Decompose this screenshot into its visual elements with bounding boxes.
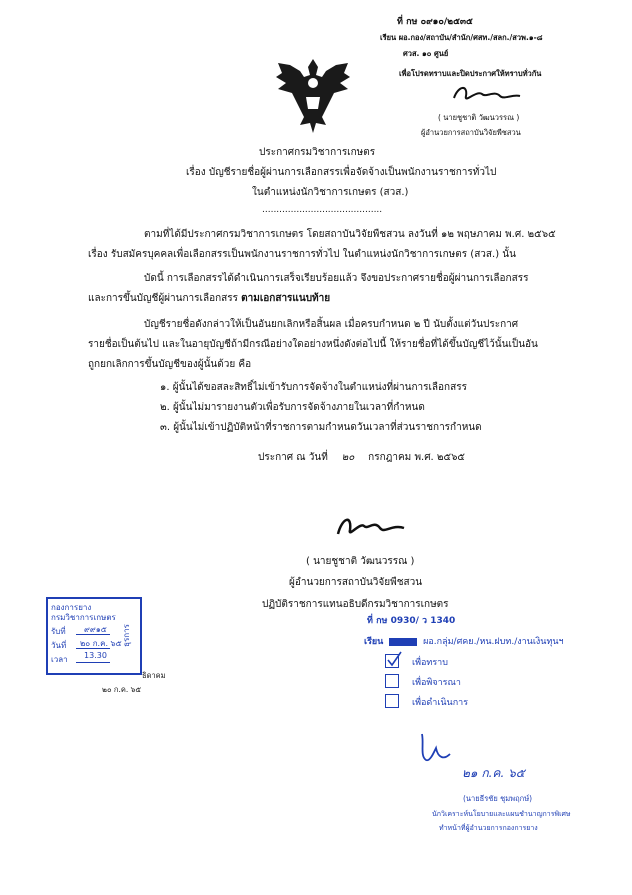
routing-zone: ศวส. ๑๐ ศูนย์: [403, 49, 449, 58]
routing-bottom-doc-number: ที่ กษ 0930/ ว 1340: [367, 616, 456, 626]
routing-signature: [448, 80, 528, 108]
condition-item: ๓. ผู้นั้นไม่เข้าปฏิบัติหน้าที่ราชการตามกำหนดวันเวลาที่ส่วนราชการกำหนด: [160, 422, 482, 433]
option-label: เพื่อดำเนินการ: [412, 698, 469, 708]
director-title-2: ปฏิบัติราชการแทนอธิบดีกรมวิชาการเกษตร: [262, 599, 449, 610]
announcement-date: ประกาศ ณ วันที่ ๒๐ กรกฎาคม พ.ศ. ๒๕๖๕: [258, 452, 465, 463]
routing-bottom-title-2: ทำหน้าที่ผู้อำนวยการกองการยาง: [439, 824, 538, 832]
option-label: เพื่อพิจารณา: [412, 678, 461, 688]
check-mark-icon: [385, 650, 403, 668]
routing-recipients: เรียน ผอ.กอง/สถาบัน/สำนัก/ศสท./สลก./สวพ.๑-๘: [380, 33, 543, 42]
checkbox-proceed[interactable]: [385, 694, 399, 708]
stamp-org-2: กรมวิชาการเกษตร: [51, 613, 116, 622]
routing-bottom-recipient: เรียน ผอ.กลุ่ม/ศคย./หน.ฝบท./งานเงินทุนฯ: [364, 637, 564, 647]
subject-line-2: ในตำแหน่งนักวิชาการเกษตร (สวส.): [252, 187, 409, 198]
stamp-field-value: ๒๐ ก.ค. ๖๕: [80, 639, 122, 648]
routing-signer-title: ผู้อำนวยการสถาบันวิจัยพืชสวน: [421, 128, 521, 137]
stamp-field-label: เวลา: [51, 655, 68, 664]
para2-line1: บัดนี้ การเลือกสรรได้ดำเนินการเสร็จเรียบร้อยแล้ว จึงขอประกาศรายชื่อผู้ผ่านการเลือกสรร: [144, 273, 529, 284]
para1-line2: เรื่อง รับสมัครบุคคลเพื่อเลือกสรรเป็นพนักงานราชการทั่วไป ในตำแหน่งนักวิชาการเกษตร (สวส.) นั้น: [88, 249, 516, 260]
routing-bottom-date: ๒๑ ก.ค. ๖๕: [462, 766, 525, 780]
routing-bottom-signer: (นายธีรชัย ชุมพฤกษ์): [463, 794, 533, 803]
stamp-side-label: ธุรการ: [122, 624, 132, 647]
division-director-signature: [410, 730, 460, 766]
checkbox-consider[interactable]: [385, 674, 399, 688]
para3-line3: ถูกยกเลิกการขึ้นบัญชีของผู้นั้นด้วย คือ: [88, 359, 252, 370]
para3-line2: รายชื่อเป็นต้นไป และในอายุบัญชีถ้ามีกรณีอย่างใดอย่างหนึ่งดังต่อไปนี้ ให้รายชื่อที่ได้ขึ้นบัญชีไว้นั้นเป็นอัน: [88, 339, 538, 350]
routing-signer-name: ( นายชูชาติ วัฒนวรรณ ): [438, 113, 520, 122]
option-label: เพื่อทราบ: [412, 658, 448, 668]
stamp-initials: ธิดาคม: [142, 671, 166, 680]
director-signature: [334, 508, 410, 542]
stamp-org-1: กองการยาง: [51, 603, 92, 612]
stamp-field-value: 13.30: [84, 651, 107, 660]
stamp-field-line: [76, 662, 110, 663]
routing-action: เพื่อโปรดทราบและปิดประกาศให้ทราบทั่วกัน: [399, 69, 542, 78]
received-stamp: [46, 597, 142, 675]
stamp-field-value: ๙๙๑๕: [84, 625, 107, 634]
stamp-field-label: รับที่: [51, 627, 66, 636]
condition-item: ๑. ผู้นั้นได้ขอสละสิทธิ์ไม่เข้ารับการจัดจ้างในตำแหน่งที่ผ่านการเลือกสรร: [160, 382, 467, 393]
director-name: ( นายชูชาติ วัฒนวรรณ ): [306, 556, 415, 567]
stamp-date: ๒๐ ก.ค. ๖๕: [102, 685, 142, 694]
routing-bottom-title-1: นักวิเคราะห์นโยบายและแผนชำนาญการพิเศษ: [432, 810, 571, 818]
routing-doc-number: ที่ กษ ๐๙๑๐/๒๕๓๕: [397, 17, 473, 27]
para2-line2: และการขึ้นบัญชีผู้ผ่านการเลือกสรร ตามเอกสารแนบท้าย: [88, 293, 331, 304]
issuer: ประกาศกรมวิชาการเกษตร: [259, 147, 376, 158]
subject-line-1: เรื่อง บัญชีรายชื่อผู้ผ่านการเลือกสรรเพื่อจัดจ้างเป็นพนักงานราชการทั่วไป: [186, 167, 497, 178]
redaction-mark: [389, 638, 417, 646]
para1-line1: ตามที่ได้มีประกาศกรมวิชาการเกษตร โดยสถาบันวิจัยพืชสวน ลงวันที่ ๑๒ พฤษภาคม พ.ศ. ๒๕๖๕: [144, 229, 556, 240]
condition-item: ๒. ผู้นั้นไม่มารายงานตัวเพื่อรับการจัดจ้างภายในเวลาที่กำหนด: [160, 402, 425, 413]
separator: ..........................................: [262, 205, 383, 215]
garuda-emblem-icon: [270, 53, 356, 139]
para3-line1: บัญชีรายชื่อดังกล่าวให้เป็นอันยกเลิกหรือสิ้นผล เมื่อครบกำหนด ๒ ปี นับตั้งแต่วันประกาศ: [144, 319, 519, 330]
date-day-handwritten: ๒๐: [341, 452, 355, 463]
director-title-1: ผู้อำนวยการสถาบันวิจัยพืชสวน: [289, 577, 423, 588]
stamp-field-label: วันที่: [51, 641, 67, 650]
